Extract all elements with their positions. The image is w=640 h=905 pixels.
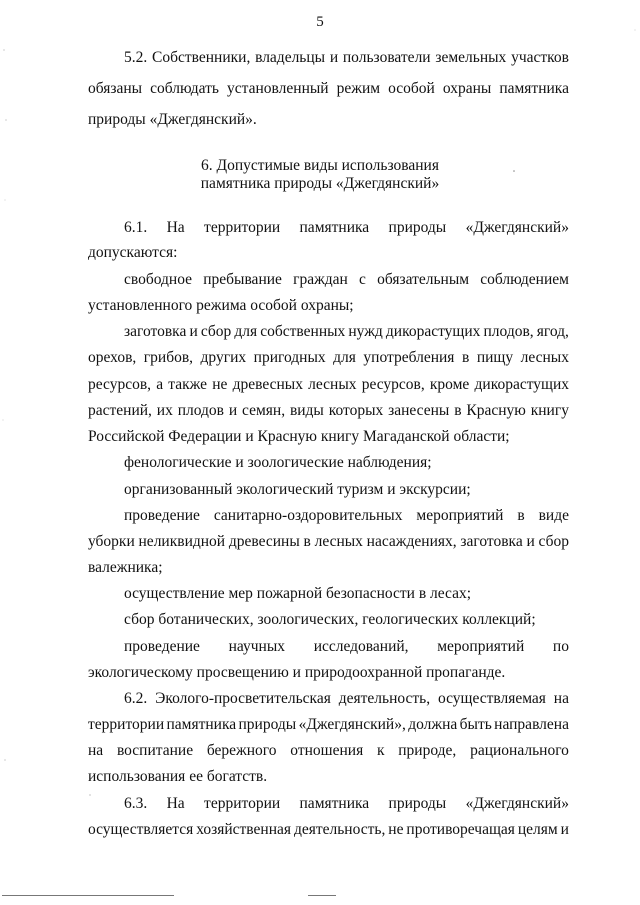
word: которых — [328, 402, 384, 419]
word: дикорастущих — [474, 376, 569, 393]
word: противоречащая — [406, 821, 515, 838]
word: памятника — [299, 219, 370, 236]
word: мероприятий — [416, 507, 504, 524]
line-item2-4 — [88, 401, 569, 421]
word: осуществляемая — [437, 690, 546, 707]
word: соблюдать — [150, 80, 219, 97]
word: 6.2. — [124, 690, 148, 707]
word: также — [168, 376, 208, 393]
word: направлена — [494, 716, 569, 733]
word: обязаны — [88, 80, 143, 97]
word: особой — [388, 80, 435, 97]
section-heading-line-2: памятника природы «Джегдянский» — [200, 175, 440, 192]
line-item4: организованный экологический туризм и экскурсии; — [124, 481, 471, 498]
word: пребывание — [203, 271, 282, 288]
word: на — [88, 742, 104, 759]
word: плодов, — [483, 323, 534, 340]
word: в — [517, 507, 525, 524]
word: грибов, — [143, 349, 194, 366]
word: и — [329, 49, 339, 66]
line-p52-2 — [88, 79, 569, 99]
word: На — [166, 219, 185, 236]
word: к — [376, 742, 385, 759]
word: 6.1. — [124, 219, 148, 236]
word: в — [303, 533, 311, 550]
footer-rule-center — [308, 895, 336, 896]
word: семян, — [242, 402, 286, 419]
word: научных — [228, 638, 286, 655]
word: других — [200, 349, 247, 366]
word: дикорастущих — [385, 323, 481, 340]
scan-speck — [3, 420, 4, 421]
line-p62-3 — [88, 741, 569, 761]
word: природе, — [398, 742, 457, 759]
word: по — [552, 638, 569, 655]
word: орехов, — [88, 349, 137, 366]
scan-speck — [89, 794, 90, 795]
scan-speck — [5, 200, 6, 201]
word: плодов — [177, 402, 224, 419]
word: неликвидной — [138, 533, 226, 550]
scan-speck — [5, 119, 6, 120]
word: «Джегдянский», — [298, 716, 406, 733]
line-item8-1 — [124, 637, 569, 657]
line-p52-1 — [124, 48, 569, 68]
line-item5-3: валежника; — [88, 559, 163, 576]
line-p61-1 — [124, 218, 569, 238]
word: книгу — [530, 402, 569, 419]
word: деятельность, — [338, 690, 431, 707]
word: пищу — [476, 349, 514, 366]
word: бережного — [206, 742, 277, 759]
word: ягод, — [536, 323, 569, 340]
word: воспитание — [116, 742, 194, 759]
page-number: 5 — [316, 14, 324, 30]
line-p63-1 — [124, 794, 569, 814]
line-item1-1 — [124, 270, 569, 290]
word: не — [212, 376, 228, 393]
scan-speck — [3, 49, 4, 50]
word: употребления — [363, 349, 455, 366]
word: должна — [408, 716, 458, 733]
word: в — [454, 402, 462, 419]
word: территории — [204, 219, 281, 236]
line-p62-2 — [88, 715, 569, 735]
line-item7: сбор ботанических, зоологических, геологических коллекций; — [124, 611, 536, 628]
word: для — [234, 323, 258, 340]
word: проведение — [124, 507, 200, 524]
word: собственных — [260, 323, 346, 340]
line-item5-1 — [124, 506, 569, 526]
word: территории — [88, 716, 165, 733]
word: осуществляется — [88, 821, 194, 838]
line-p63-2 — [88, 820, 569, 840]
word: участков — [511, 49, 569, 66]
word: памятника — [299, 795, 370, 812]
word: памятника — [499, 80, 569, 97]
word: сбор — [538, 533, 569, 550]
word: кроме — [429, 376, 470, 393]
word: целям — [517, 821, 558, 838]
footer-rule-left — [2, 895, 174, 896]
word: земельных — [435, 49, 507, 66]
word: санитарно-оздоровительных — [213, 507, 403, 524]
word: и — [526, 533, 535, 550]
word: проведение — [124, 638, 200, 655]
word: лесных — [308, 376, 357, 393]
word: ресурсов, — [361, 376, 425, 393]
line-item2-3 — [88, 375, 569, 395]
line-item8-2: экологическому просвещению и природоохранной пропаганде. — [88, 664, 506, 681]
word: на — [553, 690, 569, 707]
line-p62-1 — [124, 689, 569, 709]
line-item5-2 — [88, 532, 569, 552]
word: лесных — [520, 349, 569, 366]
word: и — [560, 821, 569, 838]
word: быть — [459, 716, 492, 733]
word: для — [333, 349, 356, 366]
word: с — [359, 271, 366, 288]
line-p62-4: использования ее богатств. — [88, 768, 268, 785]
word: пригодных — [253, 349, 326, 366]
word: ресурсов, — [88, 376, 152, 393]
word: исследований, — [313, 638, 409, 655]
word: «Джегдянский» — [465, 795, 569, 812]
word: рационального — [470, 742, 569, 759]
line-item6: осуществление мер пожарной безопасности в лесах; — [124, 585, 472, 602]
word: виде — [538, 507, 569, 524]
word: нужд — [348, 323, 383, 340]
word: Собственники, — [152, 49, 251, 66]
word: лесных — [314, 533, 363, 550]
line-item2-5: Российской Федерации и Красную книгу Магаданской области; — [88, 428, 510, 445]
word: их — [156, 402, 173, 419]
word: природы — [388, 219, 447, 236]
line-item1-2: установленного режима особой охраны; — [88, 297, 354, 314]
word: 5.2. — [124, 49, 148, 66]
line-item2-1 — [124, 322, 569, 342]
word: охраны — [442, 80, 492, 97]
word: заготовка — [460, 533, 523, 550]
word: виды — [289, 402, 324, 419]
line-p61-2: допускаются: — [88, 244, 178, 261]
word: памятника — [166, 716, 237, 733]
word: уборки — [88, 533, 135, 550]
word: отношения — [290, 742, 364, 759]
word: природы — [388, 795, 447, 812]
word: заготовка — [124, 323, 187, 340]
word: 6.3. — [124, 795, 148, 812]
word: соблюдением — [480, 271, 569, 288]
word: в — [461, 349, 470, 366]
word: установленный — [227, 80, 329, 97]
scan-speck — [4, 759, 5, 760]
word: Эколого-просветительская — [155, 690, 331, 707]
word: древесных — [232, 376, 303, 393]
word: режим — [336, 80, 381, 97]
line-item2-2 — [88, 348, 569, 368]
word: не — [388, 821, 404, 838]
word: деятельность, — [293, 821, 386, 838]
word: хозяйственная — [196, 821, 292, 838]
line-item3: фенологические и зоологические наблюдения; — [124, 454, 432, 471]
line-p52-3: природы «Джегдянский». — [88, 111, 257, 128]
word: «Джегдянский» — [465, 219, 569, 236]
word: и — [189, 323, 198, 340]
word: пользователи — [342, 49, 431, 66]
word: обязательным — [377, 271, 470, 288]
word: насаждениях, — [366, 533, 457, 550]
word: Красную — [466, 402, 526, 419]
word: сбор — [200, 323, 232, 340]
word: мероприятий — [437, 638, 525, 655]
word: растений, — [88, 402, 152, 419]
word: и — [228, 402, 238, 419]
word: граждан — [293, 271, 348, 288]
word: На — [166, 795, 185, 812]
word: а — [156, 376, 164, 393]
word: территории — [204, 795, 281, 812]
section-heading-line-1: 6. Допустимые виды использования — [201, 157, 439, 174]
word: владельцы — [255, 49, 326, 66]
word: природы — [238, 716, 297, 733]
word: занесены — [388, 402, 450, 419]
word: свободное — [124, 271, 193, 288]
word: древесины — [228, 533, 300, 550]
